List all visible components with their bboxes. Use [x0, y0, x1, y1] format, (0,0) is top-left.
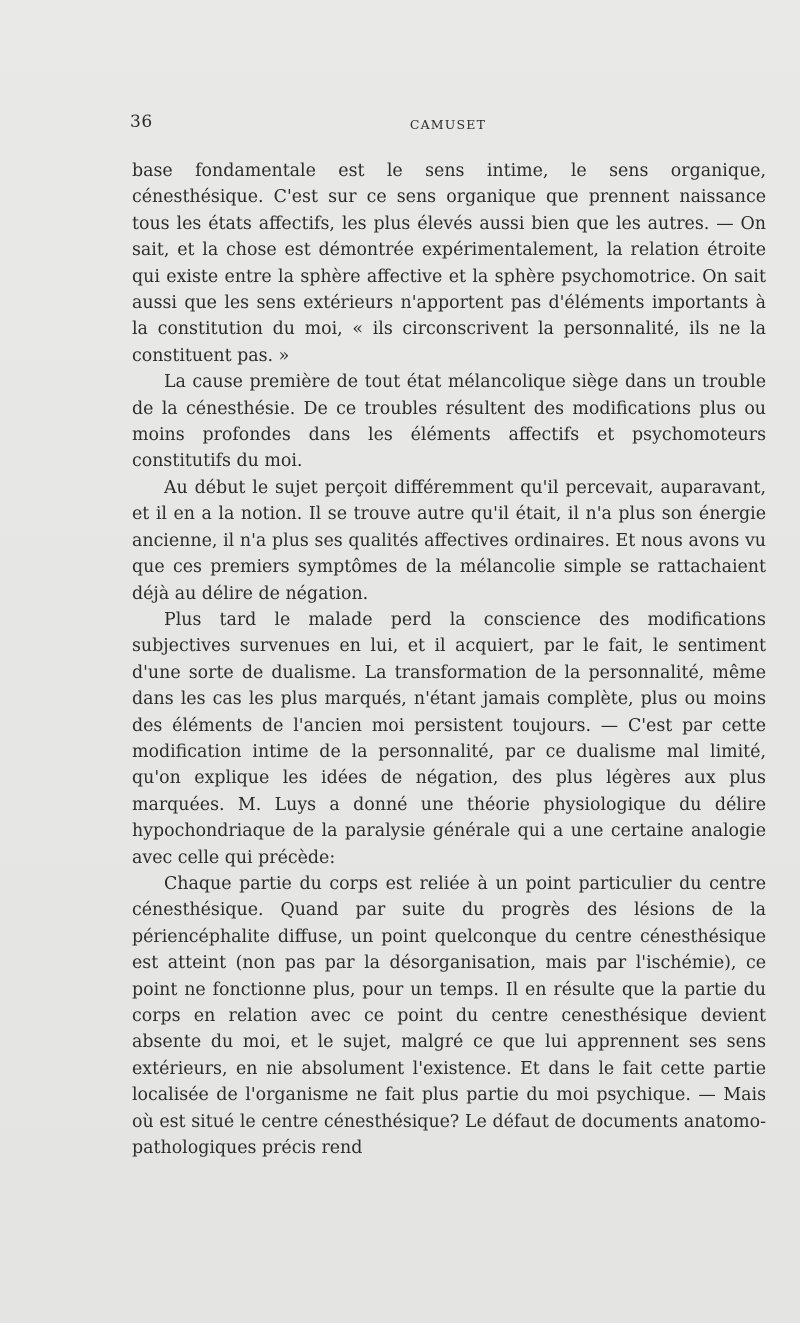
page-header [130, 112, 766, 138]
body-text [132, 158, 766, 1161]
paragraph-5: Chaque partie du corps est reliée à un point particulier du centre cénesthésique. Quand par suite du progrès des lésions de la périencéphalite diffuse, un point quelconque du centre cénesthésique est atteint (non pas par la désorganisation, mais par l'ischémie), ce point ne fonctionne plus, pour un temps. Il en résulte que la partie du corps en relation avec ce point du centre cenesthésique devient absente du moi, et le sujet, malgré ce que lui apprennent ses sens extérieurs, en nie absolument l'existence. Et dans le fait cette partie localisée de l'organisme ne fait plus partie du moi psychique. — Mais où est situé le centre cénesthésique? Le défaut de documents anatomo-pathologiques précis rend [132, 873, 766, 1159]
paragraph-4: Plus tard le malade perd la conscience des modifications subjectives survenues en lui, et il acquiert, par le fait, le sentiment d'une sorte de dualisme. La transformation de la personnalité, même dans les cas les plus marqués, n'étant jamais complète, plus ou moins des éléments de l'ancien moi persistent toujours. — C'est par cette modification intime de la personnalité, par ce dualisme mal limité, qu'on explique les idées de négation, des plus légères aux plus marquées. M. Luys a donné une théorie physiologique du délire hypochondriaque de la paralysie générale qui a une certaine analogie avec celle qui précède: [132, 609, 766, 868]
page-number: 36 [130, 112, 153, 132]
paragraph-1: base fondamentale est le sens intime, le sens organique, cénesthésique. C'est sur ce sens organique que prennent naissance tous les états affectifs, les plus élevés aussi bien que les autres. — On sait, et la chose est démontrée expérimentalement, la relation étroite qui existe entre la sphère affective et la sphère psychomotrice. On sait aussi que les sens extérieurs n'apportent pas d'éléments importants à la constitution du moi, « ils circonscrivent la personnalité, ils ne la constituent pas. » [132, 161, 766, 366]
paragraph-3: Au début le sujet perçoit différemment qu'il percevait, auparavant, et il en a la notion. Il se trouve autre qu'il était, il n'a plus son énergie ancienne, il n'a plus ses qualités affectives ordinaires. Et nous avons vu que ces premiers symptômes de la mélancolie simple se rattachaient déjà au délire de négation. [132, 477, 766, 604]
running-title: CAMUSET [409, 117, 487, 132]
paragraph-2: La cause première de tout état mélancolique siège dans un trouble de la cénesthésie. De ce troubles résultent des modifications plus ou moins profondes dans les éléments affectifs et psychomoteurs constitutifs du moi. [132, 372, 766, 472]
